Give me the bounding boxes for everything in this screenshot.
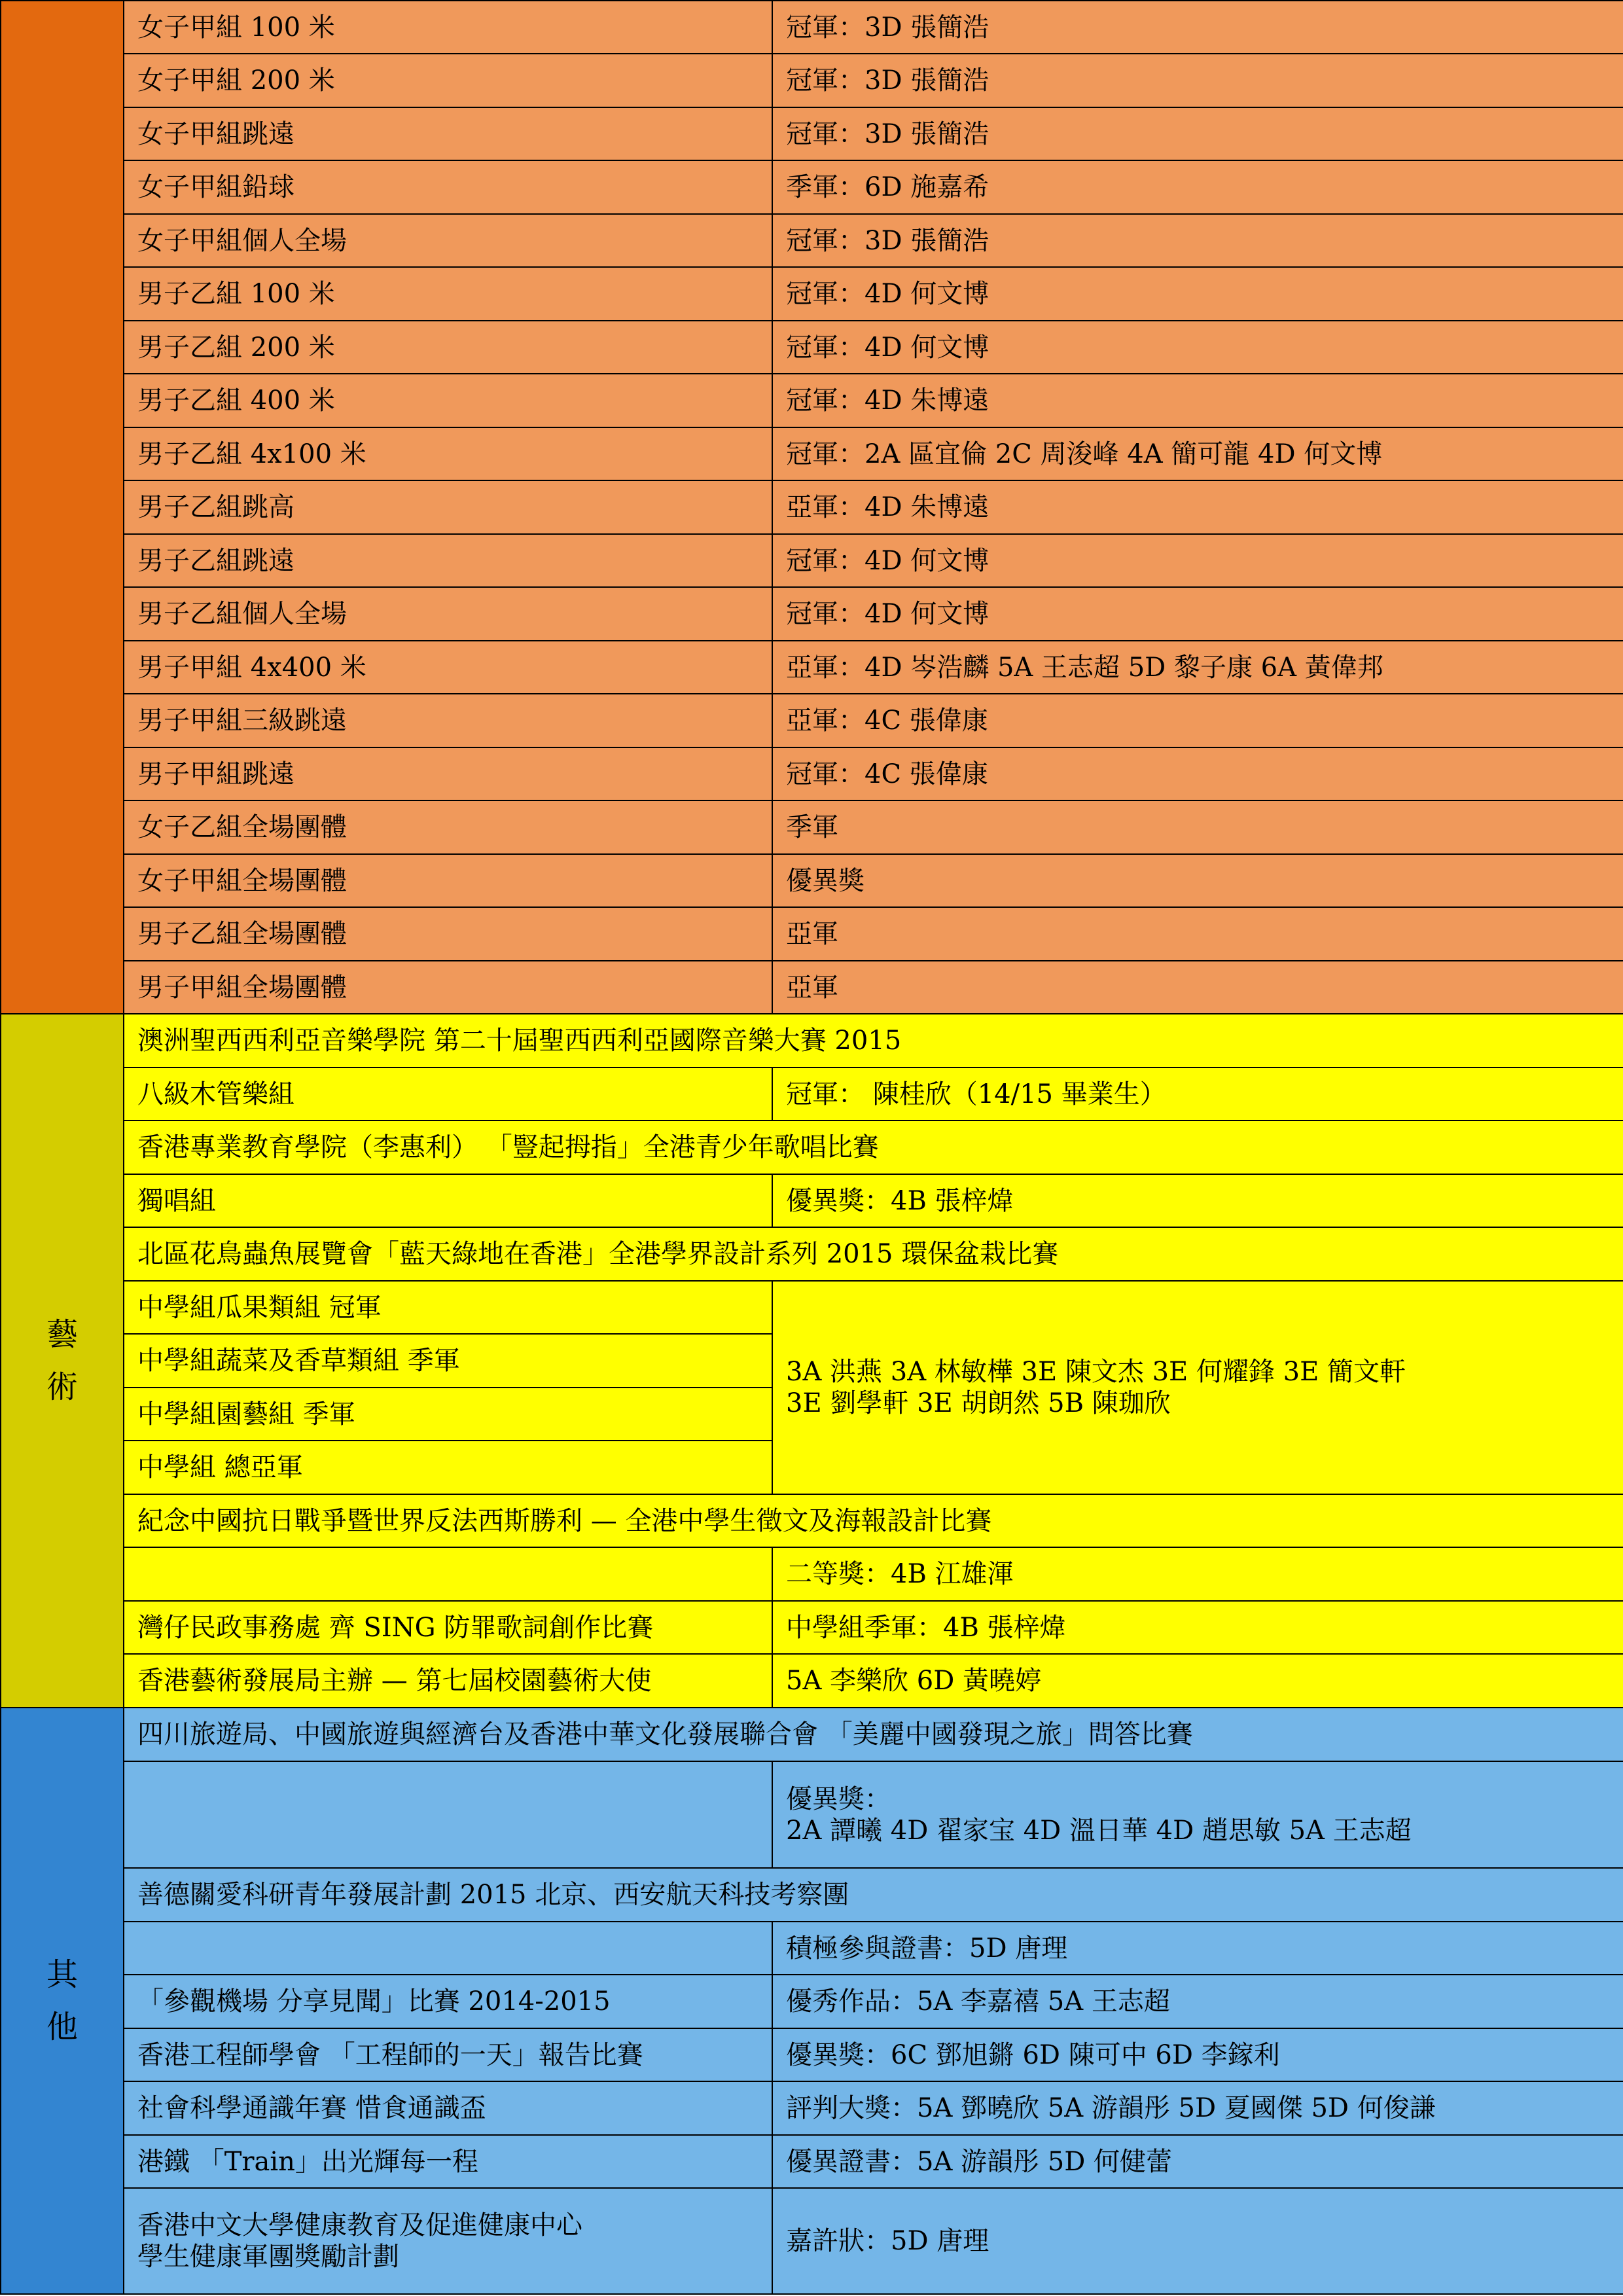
result-cell: 優秀作品：5A 李嘉禧 5A 王志超 — [772, 1975, 1623, 2028]
table-row — [1, 321, 1623, 374]
event-cell: 「參觀機場 分享見聞」比賽 2014-2015 — [124, 1975, 772, 2028]
event-cell: 中學組瓜果類組 冠軍 — [124, 1281, 772, 1334]
table-row — [1, 1761, 1623, 1868]
event-cell: 女子甲組個人全場 — [124, 214, 772, 267]
event-cell — [124, 2188, 772, 2294]
competition-title: 澳洲聖西西利亞音樂學院 第二十屆聖西西利亞國際音樂大賽 2015 — [124, 1014, 1623, 1067]
others-section — [1, 1708, 1623, 2294]
table-row — [1, 1547, 1623, 1601]
competition-title: 北區花鳥蟲魚展覽會「藍天綠地在香港」全港學界設計系列 2015 環保盆栽比賽 — [124, 1227, 1623, 1281]
result-cell: 冠軍：3D 張簡浩 — [772, 54, 1623, 107]
result-cell — [772, 1281, 1623, 1494]
result-cell: 冠軍：3D 張簡浩 — [772, 107, 1623, 160]
arts-category-cell — [1, 1014, 124, 1708]
result-cell: 優異獎：4B 張梓煒 — [772, 1174, 1623, 1227]
others-category-cell — [1, 1708, 124, 2294]
arts-section — [1, 1014, 1623, 1708]
sports-category-cell — [1, 1, 124, 1014]
others-competition-row — [1, 1868, 1623, 1922]
result-cell: 積極參與證書：5D 唐理 — [772, 1922, 1623, 1975]
competition-title: 善德關愛科研青年發展計劃 2015 北京、西安航天科技考察團 — [124, 1868, 1623, 1922]
result-cell: 季軍 — [772, 800, 1623, 854]
arts-competition-row — [1, 1494, 1623, 1547]
winners-line: 3E 劉學軒 3E 胡朗然 5B 陳珈欣 — [786, 1388, 1171, 1418]
table-row — [1, 907, 1623, 961]
result-cell: 優異獎 — [772, 854, 1623, 907]
table-row — [1, 1601, 1623, 1654]
result-cell: 冠軍：2A 區宜倫 2C 周浚峰 4A 簡可龍 4D 何文博 — [772, 427, 1623, 480]
result-cell: 亞軍：4D 朱博遠 — [772, 480, 1623, 534]
competition-title: 紀念中國抗日戰爭暨世界反法西斯勝利 — 全港中學生徵文及海報設計比賽 — [124, 1494, 1623, 1547]
event-cell: 女子乙組全場團體 — [124, 800, 772, 854]
result-cell: 優異獎：6C 鄧旭鏘 6D 陳可中 6D 李鎵利 — [772, 2028, 1623, 2081]
event-cell: 男子乙組 400 米 — [124, 374, 772, 427]
event-cell: 社會科學通識年賽 惜食通識盃 — [124, 2081, 772, 2135]
result-cell: 冠軍：3D 張簡浩 — [772, 214, 1623, 267]
table-row — [1, 160, 1623, 214]
result-cell: 5A 李樂欣 6D 黃曉婷 — [772, 1654, 1623, 1708]
event-cell — [124, 1922, 772, 1975]
result-cell: 亞軍 — [772, 907, 1623, 961]
event-cell: 男子乙組跳高 — [124, 480, 772, 534]
result-cell: 亞軍：4D 岑浩麟 5A 王志超 5D 黎子康 6A 黃偉邦 — [772, 641, 1623, 694]
others-competition-row — [1, 1708, 1623, 1761]
table-row — [1, 641, 1623, 694]
event-line: 學生健康軍團獎勵計劃 — [137, 2242, 399, 2272]
table-row — [1, 1067, 1623, 1121]
event-line: 香港中文大學健康教育及促進健康中心 — [137, 2210, 582, 2240]
winners-line: 3A 洪燕 3A 林敏樺 3E 陳文杰 3E 何耀鋒 3E 簡文軒 — [786, 1357, 1406, 1387]
competition-title: 四川旅遊局、中國旅遊與經濟台及香港中華文化發展聯合會 「美麗中國發現之旅」問答比賽 — [124, 1708, 1623, 1761]
table-row — [1, 107, 1623, 160]
event-cell: 男子甲組三級跳遠 — [124, 694, 772, 747]
event-cell: 中學組蔬菜及香草類組 季軍 — [124, 1334, 772, 1388]
event-cell: 灣仔民政事務處 齊 SING 防罪歌詞創作比賽 — [124, 1601, 772, 1654]
event-cell: 香港藝術發展局主辦 — 第七屆校園藝術大使 — [124, 1654, 772, 1708]
result-cell: 嘉許狀：5D 唐理 — [772, 2188, 1623, 2294]
event-cell: 男子乙組全場團體 — [124, 907, 772, 961]
table-row — [1, 267, 1623, 321]
event-cell: 男子甲組全場團體 — [124, 961, 772, 1014]
result-line: 優異獎： — [786, 1784, 891, 1814]
event-cell: 女子甲組 200 米 — [124, 54, 772, 107]
competition-title: 香港專業教育學院（李惠利） 「豎起拇指」全港青少年歌唱比賽 — [124, 1121, 1623, 1174]
arts-competition-row — [1, 1121, 1623, 1174]
event-cell: 男子甲組跳遠 — [124, 747, 772, 800]
result-cell: 冠軍：4D 何文博 — [772, 534, 1623, 587]
table-row — [1, 1281, 1623, 1334]
result-cell: 亞軍：4C 張偉康 — [772, 694, 1623, 747]
sports-section — [1, 1, 1623, 1014]
event-cell: 女子甲組跳遠 — [124, 107, 772, 160]
table-row — [1, 1654, 1623, 1708]
event-cell: 獨唱組 — [124, 1174, 772, 1227]
event-cell: 男子乙組個人全場 — [124, 587, 772, 641]
event-cell: 中學組 總亞軍 — [124, 1441, 772, 1494]
arts-category-label: 藝術 — [46, 1316, 79, 1405]
table-row — [1, 961, 1623, 1014]
result-cell: 優異證書：5A 游韻彤 5D 何健蕾 — [772, 2135, 1623, 2188]
table-row — [1, 2135, 1623, 2188]
table-row — [1, 374, 1623, 427]
event-cell — [124, 1547, 772, 1601]
result-cell: 冠軍：4D 何文博 — [772, 321, 1623, 374]
result-cell: 評判大獎：5A 鄧曉欣 5A 游韻彤 5D 夏國傑 5D 何俊謙 — [772, 2081, 1623, 2135]
result-line: 2A 譚曦 4D 翟家宝 4D 溫日華 4D 趙思敏 5A 王志超 — [786, 1815, 1412, 1846]
event-cell: 男子乙組 4x100 米 — [124, 427, 772, 480]
event-cell: 女子甲組鉛球 — [124, 160, 772, 214]
event-cell: 男子乙組跳遠 — [124, 534, 772, 587]
table-row — [1, 694, 1623, 747]
event-cell: 女子甲組全場團體 — [124, 854, 772, 907]
result-cell: 亞軍 — [772, 961, 1623, 1014]
table-row — [1, 1174, 1623, 1227]
table-row — [1, 1922, 1623, 1975]
table-row — [1, 1975, 1623, 2028]
result-cell: 冠軍： 陳桂欣（14/15 畢業生） — [772, 1067, 1623, 1121]
arts-competition-row — [1, 1014, 1623, 1067]
result-cell: 冠軍：3D 張簡浩 — [772, 1, 1623, 54]
arts-competition-row — [1, 1227, 1623, 1281]
others-category-label: 其他 — [46, 1956, 79, 2045]
table-row — [1, 427, 1623, 480]
event-cell: 男子甲組 4x400 米 — [124, 641, 772, 694]
event-cell: 男子乙組 200 米 — [124, 321, 772, 374]
table-row — [1, 587, 1623, 641]
result-cell: 冠軍：4D 何文博 — [772, 267, 1623, 321]
table-row — [1, 854, 1623, 907]
table-row — [1, 54, 1623, 107]
table-row — [1, 1, 1623, 54]
event-cell — [124, 1761, 772, 1868]
table-row — [1, 480, 1623, 534]
result-cell: 冠軍：4D 朱博遠 — [772, 374, 1623, 427]
table-row — [1, 534, 1623, 587]
table-row — [1, 2188, 1623, 2294]
result-cell: 二等獎：4B 江雄渾 — [772, 1547, 1623, 1601]
table-row — [1, 2028, 1623, 2081]
result-cell: 冠軍：4C 張偉康 — [772, 747, 1623, 800]
event-cell: 男子乙組 100 米 — [124, 267, 772, 321]
event-cell: 香港工程師學會 「工程師的一天」報告比賽 — [124, 2028, 772, 2081]
event-cell: 女子甲組 100 米 — [124, 1, 772, 54]
result-cell: 季軍：6D 施嘉希 — [772, 160, 1623, 214]
table-row — [1, 2081, 1623, 2135]
result-cell: 冠軍：4D 何文博 — [772, 587, 1623, 641]
table-row — [1, 747, 1623, 800]
result-cell — [772, 1761, 1623, 1868]
event-cell: 中學組園藝組 季軍 — [124, 1388, 772, 1441]
table-row — [1, 800, 1623, 854]
result-cell: 中學組季軍：4B 張梓煒 — [772, 1601, 1623, 1654]
event-cell: 八級木管樂組 — [124, 1067, 772, 1121]
event-cell: 港鐵 「Train」出光輝每一程 — [124, 2135, 772, 2188]
table-row — [1, 214, 1623, 267]
